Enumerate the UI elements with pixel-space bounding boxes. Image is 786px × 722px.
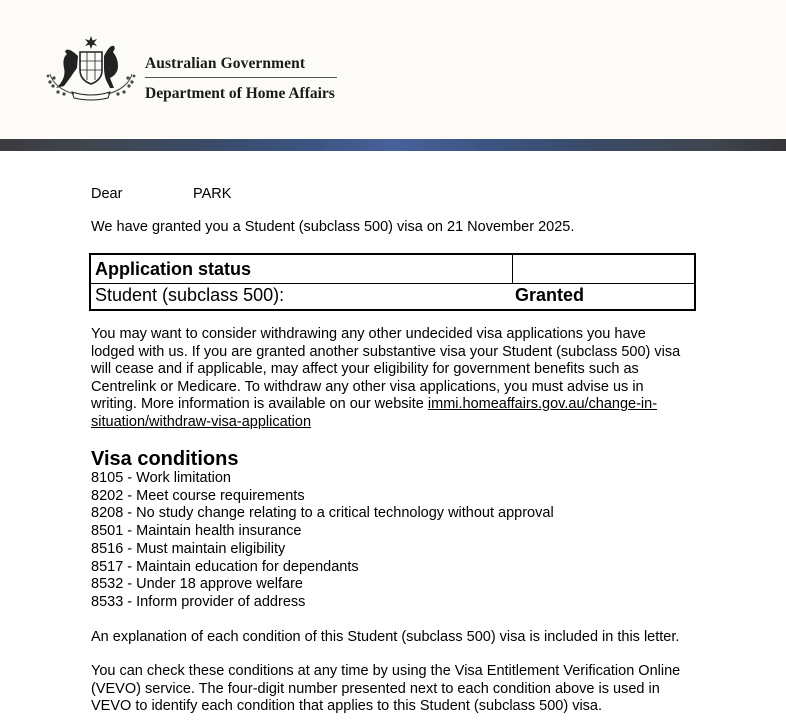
condition-item: 8501 - Maintain health insurance — [91, 523, 302, 540]
letterhead-banner-bar — [0, 139, 786, 151]
condition-item: 8516 - Must maintain eligibility — [91, 540, 286, 557]
withdraw-text: You may want to consider withdrawing any other undecided visa applications you have lodged with us. If you are granted another substantive visa your Student (subclass 500) visa will cease and if applicable, may affect your eligibility for government benefits such as Centrelink or Medicare. To withdraw any other visa applications, you must advise us in writing. More information is available on our website — [91, 326, 681, 412]
conditions-explanation: An explanation of each condition of this Student (subclass 500) visa is included in this letter. — [91, 629, 680, 645]
salutation: Dear — [91, 186, 123, 202]
condition-item: 8533 - Inform provider of address — [91, 593, 306, 610]
withdraw-info-link[interactable]: immi.homeaffairs.gov.au/change-in-situation/withdraw-visa-application — [91, 396, 658, 430]
withdraw-paragraph — [91, 326, 691, 431]
government-name: Australian Government — [145, 55, 306, 72]
condition-item: 8532 - Under 18 approve welfare — [91, 576, 303, 593]
status-value: Granted — [515, 285, 585, 305]
status-visa-label: Student (subclass 500): — [95, 285, 285, 305]
department-name: Department of Home Affairs — [145, 85, 335, 102]
letterhead-divider — [145, 77, 337, 78]
commonwealth-coat-of-arms-icon — [44, 34, 138, 102]
grant-notice: We have granted you a Student (subclass 500) visa on 21 November 2025. — [91, 219, 575, 235]
visa-conditions-list — [91, 470, 554, 612]
status-table-title: Application status — [95, 259, 252, 279]
condition-item: 8517 - Maintain education for dependants — [91, 558, 359, 575]
condition-item: 8208 - No study change relating to a critical technology without approval — [91, 505, 554, 522]
vevo-paragraph: You can check these conditions at any time by using the Visa Entitlement Verification Online (VEVO) service. The four-digit number presented next to each condition above is used in VEVO to identify each condition that applies to this Student (subclass 500) visa. — [91, 663, 681, 714]
status-table-rule — [91, 283, 694, 284]
visa-conditions-heading: Visa conditions — [91, 448, 239, 470]
letterhead — [0, 0, 786, 139]
condition-item: 8105 - Work limitation — [91, 470, 231, 486]
recipient-name: PARK — [193, 186, 232, 202]
condition-item: 8202 - Meet course requirements — [91, 487, 305, 504]
status-table-divider — [512, 255, 513, 283]
application-status-table — [89, 253, 696, 311]
